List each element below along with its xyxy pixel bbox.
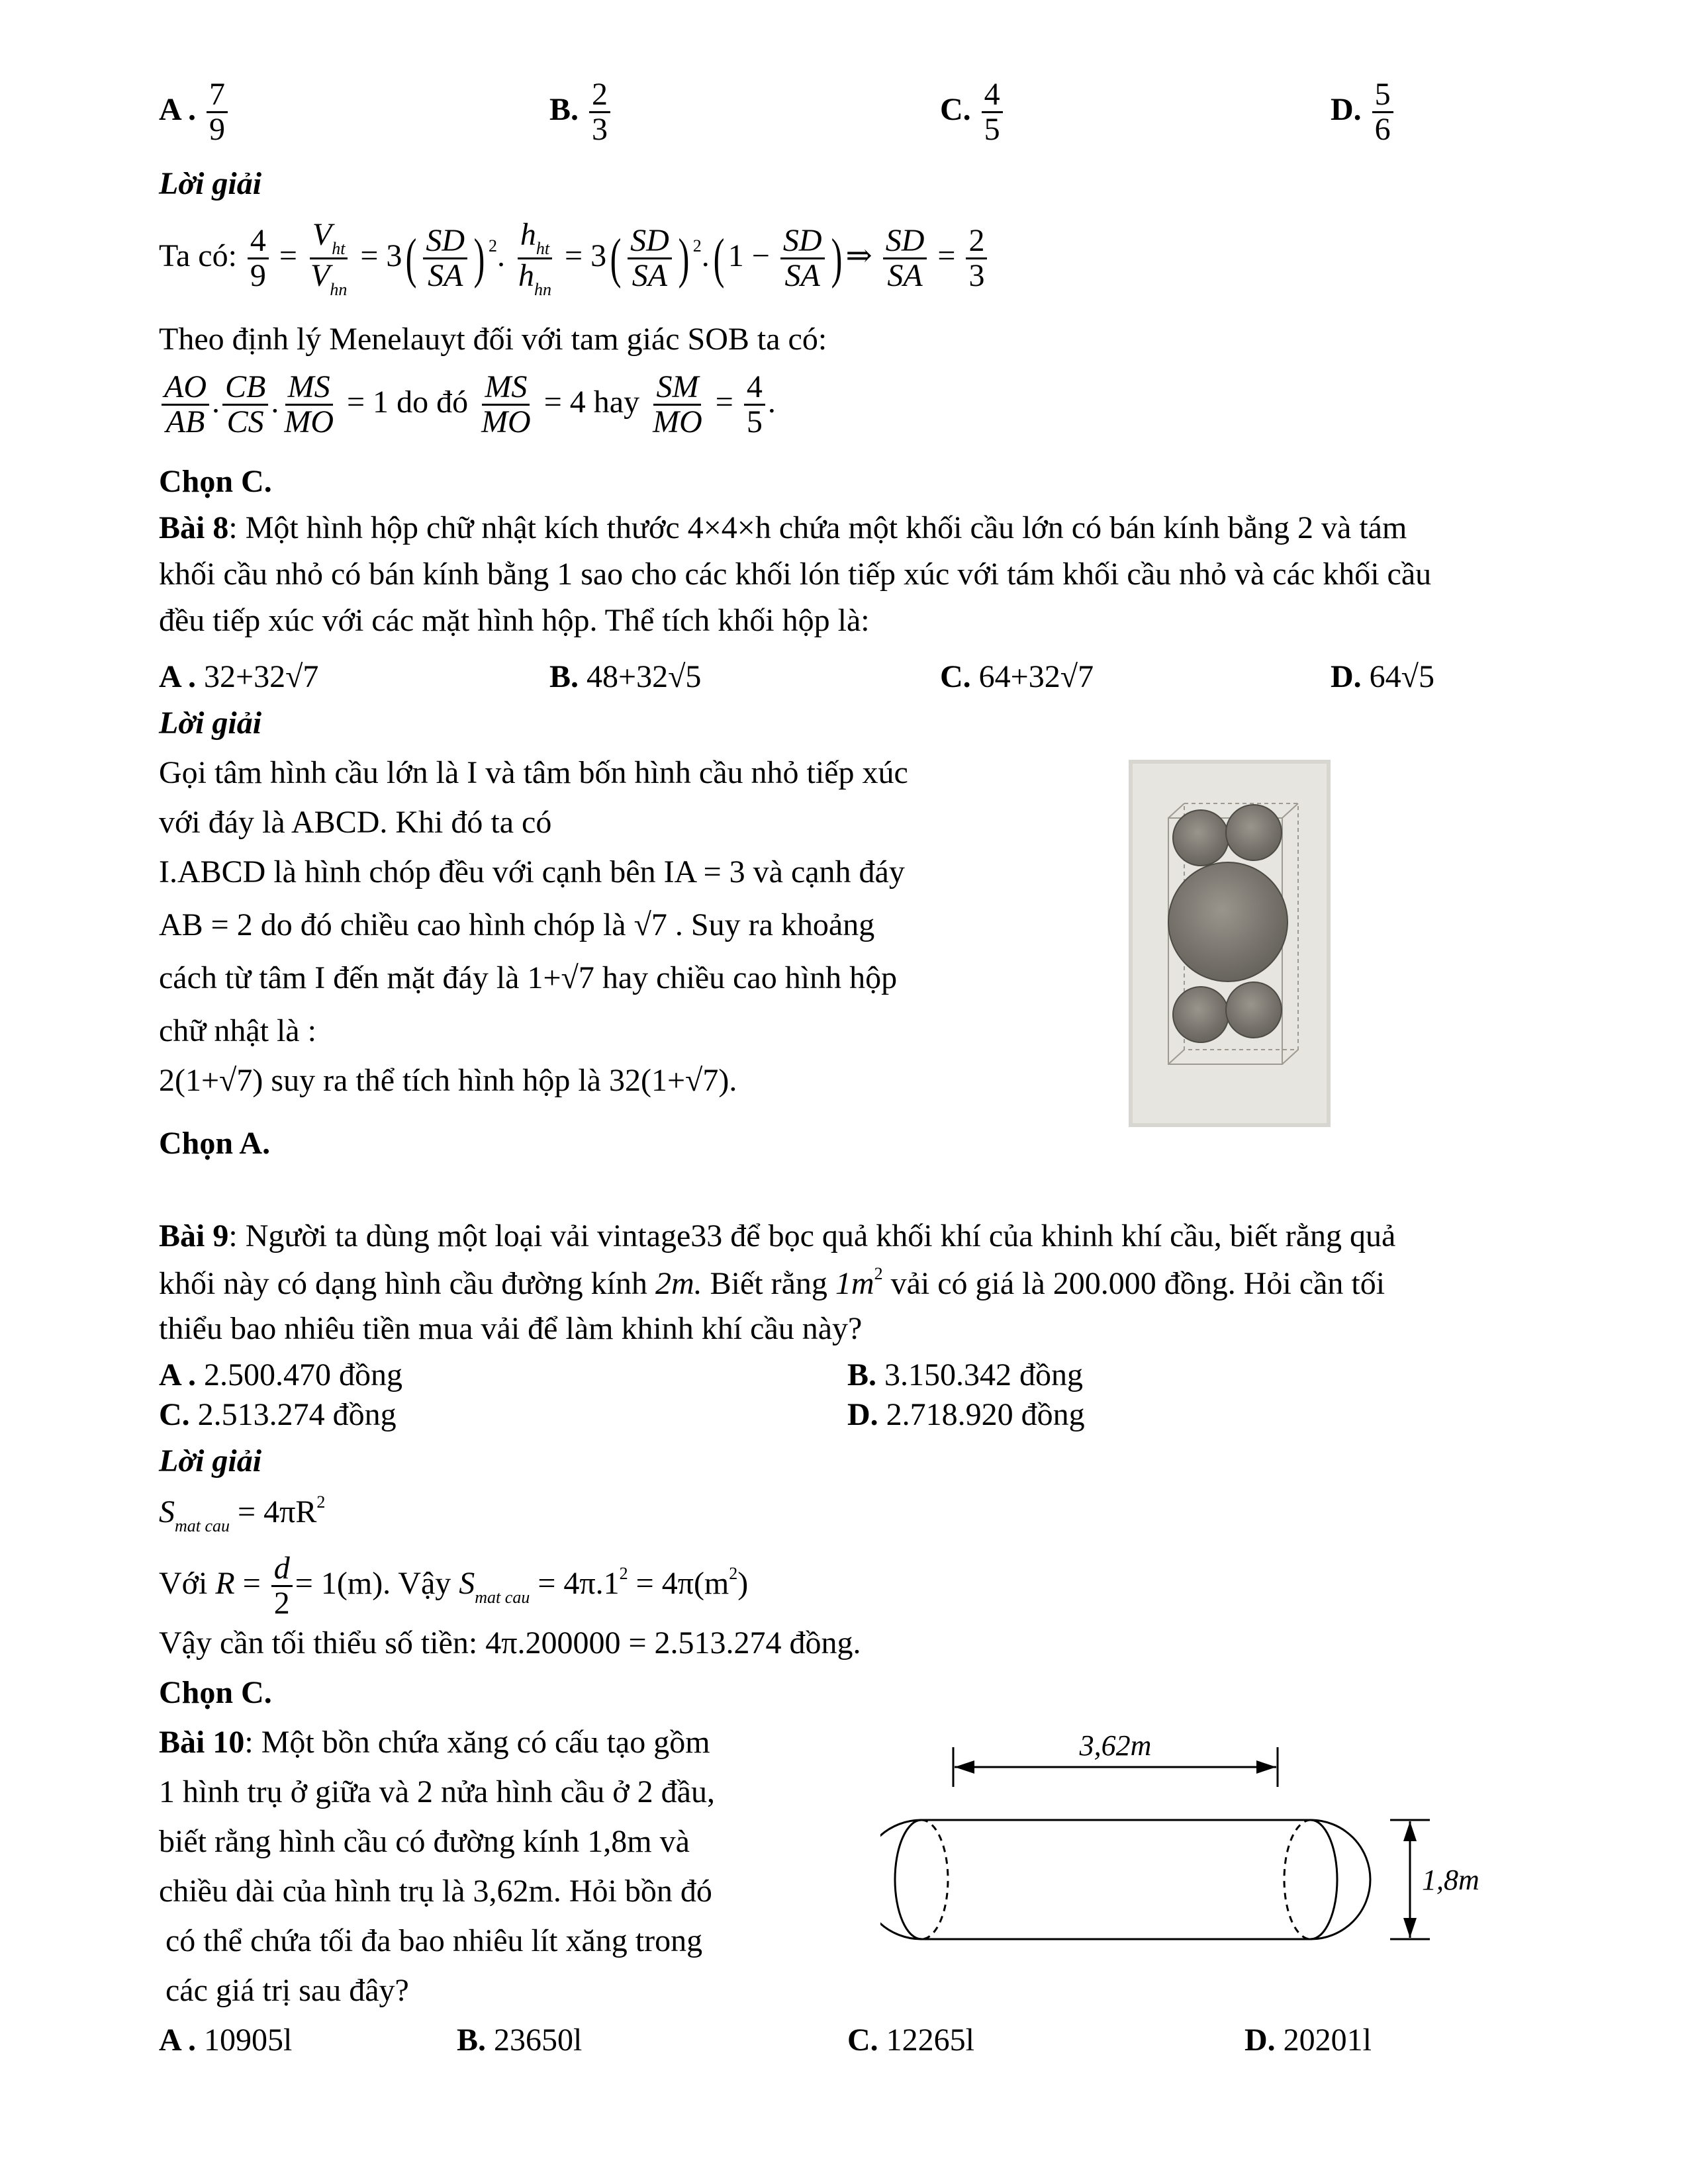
bai8-option-c: C. 64+32√7: [940, 659, 1094, 694]
arrow-left-icon: [955, 1760, 974, 1774]
prev-answer: Chọn C.: [159, 464, 272, 499]
prev-menelaus-text: Theo định lý Menelauyt đối với tam giác SOB ta có:: [159, 322, 827, 357]
large-sphere: [1168, 862, 1288, 981]
left-hemisphere: [880, 1820, 921, 1939]
bai9-option-d: D. 2.718.920 đồng: [847, 1397, 1085, 1432]
bai9-option-b: B. 3.150.342 đồng: [847, 1357, 1084, 1392]
right-cap-back: [1284, 1820, 1311, 1939]
prev-option-c: C. $\frac{4}{5}$: [940, 78, 1006, 147]
bai8-solution-line-2: với đáy là ABCD. Khi đó ta có: [159, 805, 552, 840]
bai10-option-b: B. 23650l: [457, 2023, 583, 2058]
bai9-conclusion: Vậy cần tối thiểu số tiền: 4π.200000 = 2.513.274 đồng.: [159, 1625, 861, 1661]
bai8-option-a: A . 32+32√7: [159, 659, 319, 694]
bai9-area-formula: $S_{mat cau} = 4\pi R^2$: [159, 1492, 326, 1535]
bai10-option-d: D. 20201l: [1244, 2023, 1372, 2058]
bai8-solution-label: Lời giải: [159, 705, 262, 741]
bai8-solution-line-6: chữ nhật là :: [159, 1013, 316, 1048]
bai8-solution-line-1: Gọi tâm hình cầu lớn là I và tâm bốn hình cầu nhỏ tiếp xúc: [159, 755, 908, 790]
right-hemisphere: [1311, 1820, 1370, 1939]
arrow-right-icon: [1256, 1760, 1276, 1774]
bai10-question-line-4: chiều dài của hình trụ là 3,62m. Hỏi bồn đó: [159, 1874, 712, 1909]
bai9-solution-label: Lời giải: [159, 1443, 262, 1479]
bai8-answer: Chọn A.: [159, 1126, 271, 1161]
bai10-question-line-2: 1 hình trụ ở giữa và 2 nửa hình cầu ở 2 đầu,: [159, 1774, 715, 1809]
bai8-solution-line-4: AB = 2 do đó chiều cao hình chóp là √7 . Suy ra khoảng: [159, 907, 875, 942]
left-cap-front: [921, 1820, 948, 1939]
bai9-question-line-2: khối này có dạng hình cầu đường kính 2m. Biết rằng $1m^2$ vải có giá là 200.000 đồng. Hỏi cần tối: [159, 1264, 1385, 1301]
prev-option-b: B. $\frac{2}{3}$: [549, 78, 613, 147]
small-sphere-bottom-right: [1226, 982, 1282, 1038]
bai10-question-line-3: biết rằng hình cầu có đường kính 1,8m và: [159, 1824, 690, 1859]
bai8-solution-line-3: I.ABCD là hình chóp đều với cạnh bên IA = 3 và cạnh đáy: [159, 854, 905, 889]
small-sphere-top-right: [1226, 805, 1282, 860]
length-label: 3,62m: [1079, 1729, 1152, 1762]
bai9-question-line-1: Bài 9: Người ta dùng một loại vải vintage33 để bọc quả khối khí của khinh khí cầu, biết rằng quả: [159, 1218, 1396, 1253]
bai9-option-c: C. 2.513.274 đồng: [159, 1397, 397, 1432]
bai8-option-d: D. 64√5: [1331, 659, 1435, 694]
arrow-down-icon: [1403, 1918, 1417, 1938]
bai10-tank-diagram: [880, 1727, 1489, 1952]
arrow-up-icon: [1403, 1821, 1417, 1841]
prev-equation-1: Ta có: $\frac{4}{9}$ = $\frac{V_{ht}}{V_{hn}}$ = 3( $\frac{SD}{SA}$ ) $^2$. $\frac{h_{ht}}{h_{hn}}$ = 3( $\frac{SD}{SA}$ ) $^2$.( 1 − $\frac{SD}{SA}$ ) ⇒ $\frac{SD}{SA}$ = $\frac{2}{3}$: [159, 218, 990, 299]
right-cap-front: [1311, 1820, 1337, 1939]
small-sphere-top-left: [1173, 810, 1229, 866]
prev-option-a: A . $\frac{7}{9}$: [159, 78, 230, 147]
bai8-question-line-1: Bài 8: Một hình hộp chữ nhật kích thước 4×4×h chứa một khối cầu lớn có bán kính bằng 2 và tám: [159, 510, 1407, 545]
bai8-question-line-2: khối cầu nhỏ có bán kính bằng 1 sao cho các khối lón tiếp xúc với tám khối cầu nhỏ và các khối cầu: [159, 557, 1432, 592]
bai10-question-line-5: có thể chứa tối đa bao nhiêu lít xăng trong: [165, 1923, 703, 1958]
bai10-option-a: A . 10905l: [159, 2023, 293, 2058]
prev-solution-label: Lời giải: [159, 166, 262, 201]
bai8-question-line-3: đều tiếp xúc với các mặt hình hộp. Thể tích khối hộp là:: [159, 603, 870, 638]
bai8-solution-line-5: cách từ tâm I đến mặt đáy là 1+√7 hay chiều cao hình hộp: [159, 960, 898, 995]
small-sphere-bottom-left: [1173, 987, 1229, 1042]
bai9-answer: Chọn C.: [159, 1675, 272, 1710]
bai8-option-b: B. 48+32√5: [549, 659, 702, 694]
bai10-question-line-1: Bài 10: Một bồn chứa xăng có cấu tạo gồm: [159, 1725, 710, 1760]
bai9-question-line-3: thiểu bao nhiêu tiền mua vải để làm khinh khí cầu này?: [159, 1311, 863, 1346]
bai10-option-c: C. 12265l: [847, 2023, 975, 2058]
bai8-sphere-box-photo: [1129, 760, 1331, 1127]
left-cap-back: [895, 1820, 921, 1939]
bai9-radius-line: Với R = $\frac{d}{2}$ = 1(m). Vậy $S_{mat cau} = 4\pi.1^2 = 4\pi(m^2)$: [159, 1551, 749, 1621]
bai9-option-a: A . 2.500.470 đồng: [159, 1357, 403, 1392]
bai8-solution-line-7: 2(1+√7) suy ra thể tích hình hộp là 32(1+√7).: [159, 1063, 737, 1098]
height-label: 1,8m: [1422, 1864, 1479, 1896]
prev-option-d: D. $\frac{5}{6}$: [1331, 78, 1396, 147]
bai10-question-line-6: các giá trị sau đây?: [165, 1973, 409, 2008]
prev-equation-2: $\frac{AO}{AB}$ . $\frac{CB}{CS}$ . $\frac{MS}{MO}$ = 1 do đó $\frac{MS}{MO}$ = 4 hay $\frac{SM}{MO}$ = $\frac{4}{5}$ .: [159, 371, 776, 439]
